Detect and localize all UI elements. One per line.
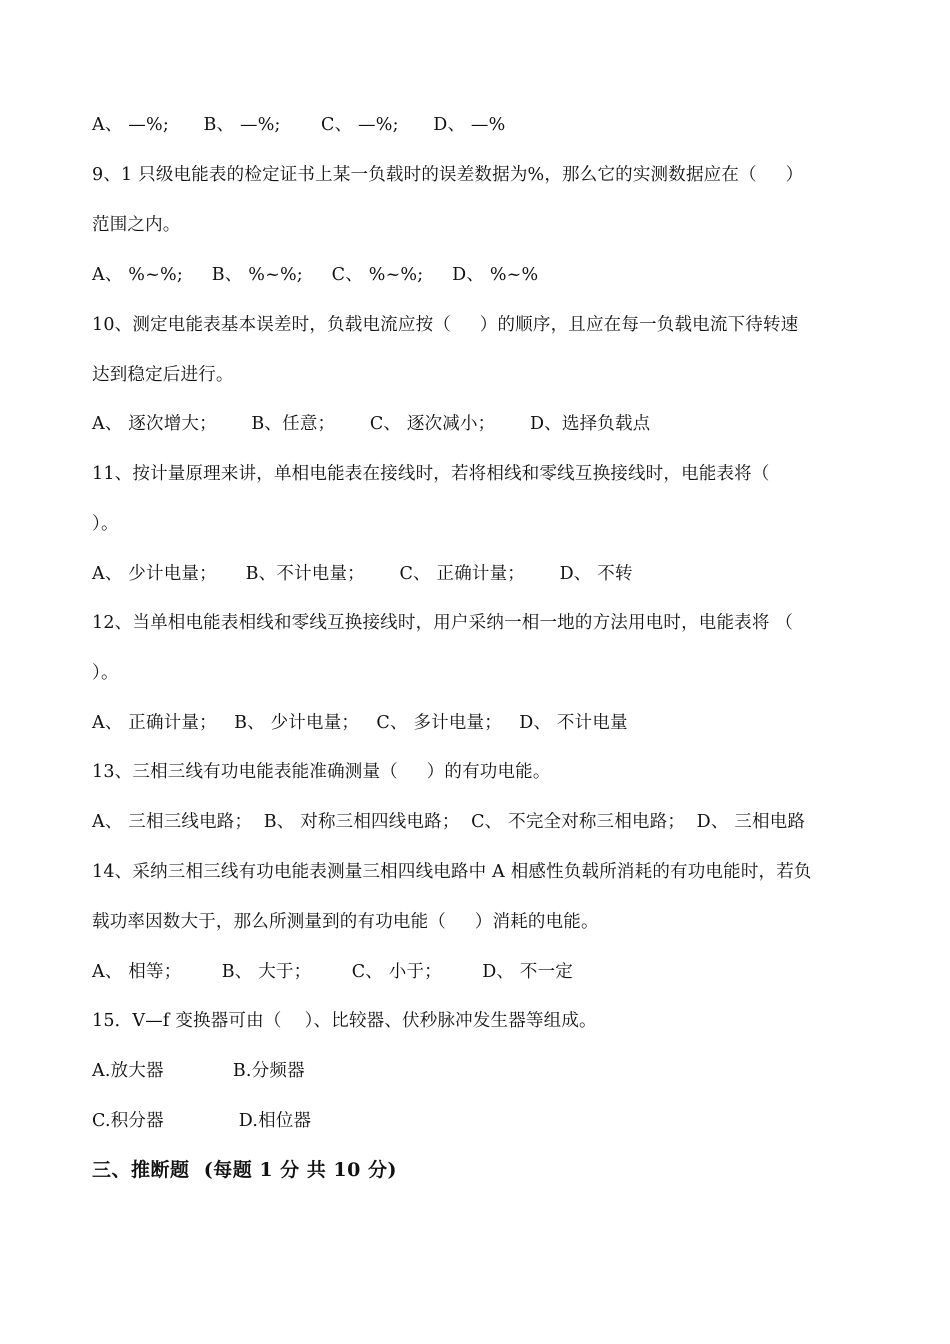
- q9-stem-line1: 9、1 只级电能表的检定证书上某一负载时的误差数据为%，那么它的实测数据应在（ ）: [92, 165, 804, 185]
- q9-stem-line2: 范围之内。: [92, 215, 181, 235]
- q12-stem-line2: ）。: [92, 663, 119, 683]
- q15-options-cd: C.积分器 D.相位器: [92, 1111, 312, 1131]
- q12-options: A、 正确计量； B、 少计电量； C、 多计电量； D、 不计电量: [92, 713, 628, 733]
- q10-stem-line1: 10、测定电能表基本误差时，负载电流应按（ ）的顺序，且应在每一负载电流下待转速: [92, 315, 799, 335]
- q8-options: A、 —%; B、 —%; C、 —%; D、 —%: [92, 115, 506, 135]
- q15-stem: 15．V—f 变换器可由（ ）、比较器、伏秒脉冲发生器等组成。: [92, 1011, 597, 1031]
- q10-options: A、 逐次增大； B、任意； C、 逐次减小； D、选择负载点: [92, 414, 651, 434]
- q11-stem-line2: ）。: [92, 514, 119, 534]
- q14-stem-line1: 14、采纳三相三线有功电能表测量三相四线电路中 A 相感性负载所消耗的有功电能时，若负: [92, 862, 812, 882]
- q14-options: A、 相等； B、 大于； C、 小于； D、 不一定: [92, 962, 573, 982]
- q13-stem: 13、三相三线有功电能表能准确测量（ ）的有功电能。: [92, 762, 551, 782]
- q14-stem-line2: 载功率因数大于，那么所测量到的有功电能（ ）消耗的电能。: [92, 912, 599, 932]
- q10-stem-line2: 达到稳定后进行。: [92, 365, 234, 385]
- q12-stem-line1: 12、当单相电能表相线和零线互换接线时，用户采纳一相一地的方法用电时，电能表将 （: [92, 613, 794, 633]
- q13-options: A、 三相三线电路； B、 对称三相四线电路； C、 不完全对称三相电路； D、 三相电路: [92, 812, 806, 832]
- q11-options: A、 少计电量； B、不计电量； C、 正确计量； D、 不转: [92, 564, 633, 584]
- q11-stem-line1: 11、按计量原理来讲，单相电能表在接线时，若将相线和零线互换接线时，电能表将（: [92, 464, 770, 484]
- q9-options: A、 %~%; B、 %~%; C、 %~%; D、 %~%: [92, 265, 539, 285]
- q15-options-ab: A.放大器 B.分频器: [92, 1061, 305, 1081]
- section-heading: 三、推断题 (每题 1 分 共 10 分): [92, 1159, 397, 1181]
